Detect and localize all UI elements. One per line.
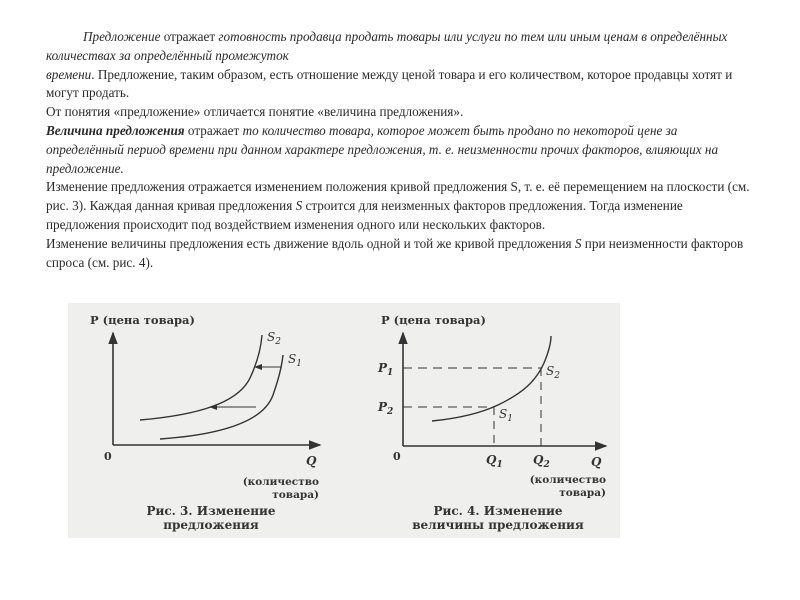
fig4-p2-label: $P_2$ [378,400,394,417]
fig4-x-axis-desc-1: (количество [529,474,606,486]
text-fragment: отражает [160,29,219,44]
fig3-x-axis-desc-1: (количество [242,476,319,488]
text-fragment: отражает [184,122,243,138]
text-fragment-italic: времени [46,66,92,82]
figure-4 [377,313,606,532]
fig3-y-axis-label: P (цена товара) [90,313,195,327]
term-quantity-supplied: Величина предложения [46,122,185,138]
text-fragment: Изменение величины предложения есть движение вдоль одной и той же кривой предложения [46,235,575,251]
paragraph-change-in-quantity [46,235,752,273]
fig4-s1-label: $S_1$ [499,407,513,424]
term-supply: Предложение [83,29,161,44]
fig4-p1-label: $P_1$ [378,361,394,378]
figures-svg [68,303,620,538]
fig4-q1-label: $Q_1$ [486,453,503,470]
paragraph-change-in-supply [46,178,752,234]
fig4-supply-curve [432,336,551,421]
fig4-q2-label: $Q_2$ [533,453,550,470]
figure-3 [90,313,320,532]
fig3-origin: 0 [104,450,112,463]
figures-image [68,303,620,538]
text-fragment: при неизменности факторов спроса (см. рис. 4). [46,235,744,270]
text-fragment-italic: S [574,235,582,251]
text-fragment-italic: S [295,198,303,214]
text-fragment-italic: то количество товара, которое может быть продано по некоторой цене за определённый период времени при данном характере предложения, т. е. неизменности прочих факторов, влияющих на предложение. [46,122,719,176]
text-fragment: строится для неизменных факторов предложения. Тогда изменение предложения происходит под воздействием изменения одного или нескольких факторов. [46,198,683,232]
fig4-caption-line-1: Рис. 4. Изменение [433,504,563,518]
text-fragment-italic: готовность продавца продать товары или услуги по тем или иным ценам в определённых количествах за определённый промежуток [46,29,728,63]
fig3-s1-label: $S_1$ [288,352,302,369]
document-text [46,28,752,272]
paragraph-quantity-supplied [46,122,752,178]
fig3-x-axis-desc-2: товара) [272,489,319,501]
fig4-s2-label: $S_2$ [546,364,560,381]
fig3-caption-line-1: Рис. 3. Изменение [146,504,276,518]
fig4-origin: 0 [393,450,401,463]
text-fragment: Изменение предложения отражается изменением положения кривой предложения S, т. е. её перемещением на плоскости (см. рис. 3). Каждая данная кривая предложения [46,179,750,214]
text-fragment: . Предложение, таким образом, есть отношение между ценой товара и его количеством, которое продавцы хотят и могут продать. [46,66,733,101]
paragraph-supply-definition [46,28,752,103]
fig3-caption-line-2: предложения [163,518,259,532]
fig3-x-axis-label: Q [306,454,317,468]
fig4-y-axis-label: P (цена товара) [381,313,486,327]
fig3-curve-s1 [160,355,283,439]
paragraph-concept-distinction: От понятия «предложение» отличается понятие «величина предложения». [46,104,464,120]
fig4-x-axis-desc-2: товара) [559,487,606,499]
fig4-x-axis-label: Q [591,455,602,469]
fig4-caption-line-2: величины предложения [412,518,584,532]
fig3-s2-label: $S_2$ [267,330,281,347]
